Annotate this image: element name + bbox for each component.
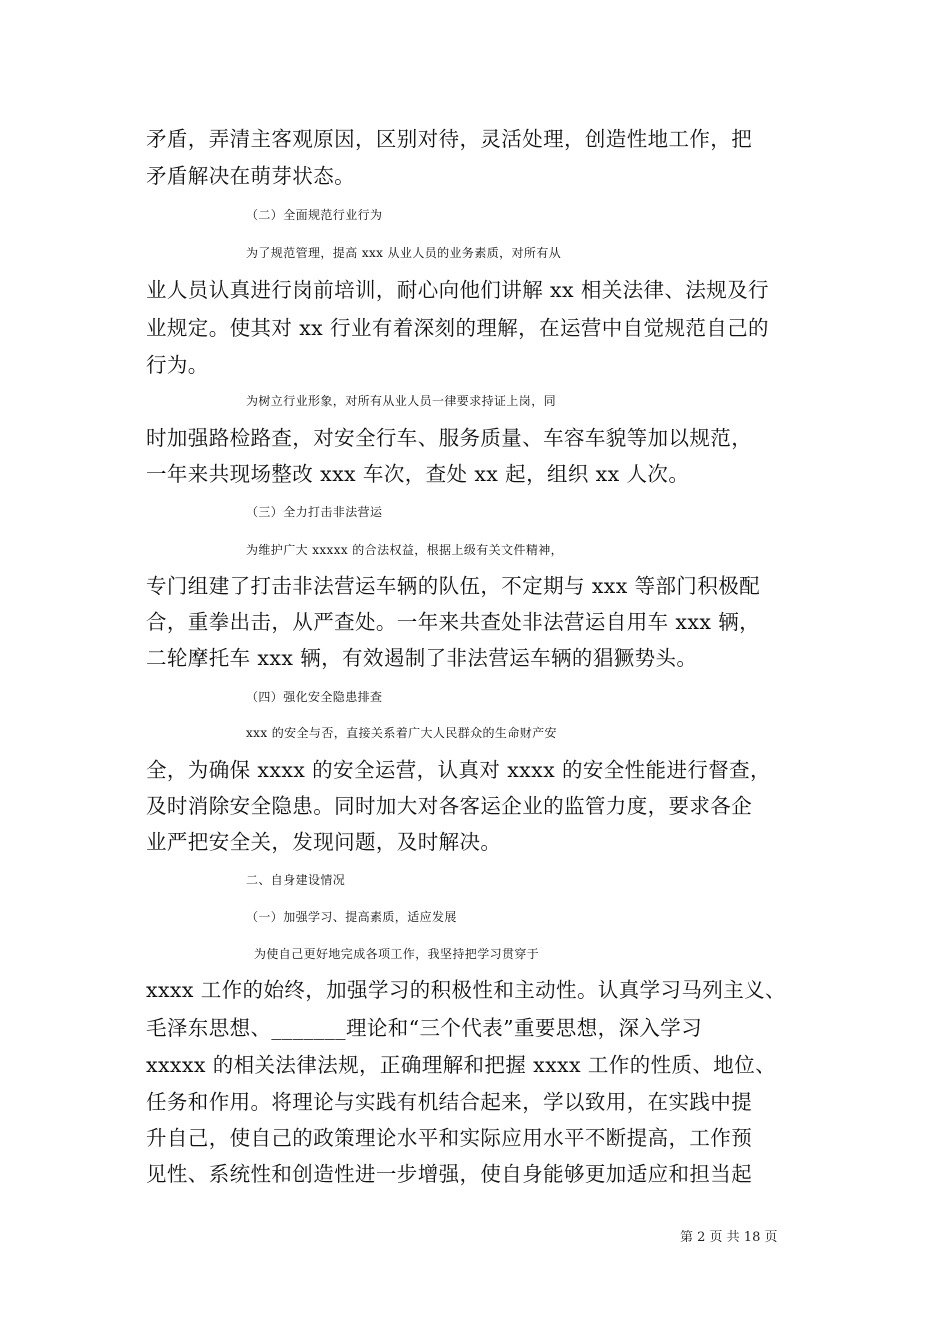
text-line: xxxxx 的相关法律法规，正确理解和把握 xxxx 工作的性质、地位、: [146, 1053, 776, 1077]
text-line: xxx 的安全与否，直接关系着广大人民群众的生命财产安: [246, 726, 557, 740]
text-line: 毛泽东思想、_______理论和“三个代表”重要思想，深入学习: [146, 1016, 703, 1040]
text-line: 专门组建了打击非法营运车辆的队伍，不定期与 xxx 等部门积极配: [146, 574, 761, 598]
text-line: 见性、系统性和创造性进一步增强，使自身能够更加适应和担当起: [146, 1162, 753, 1186]
text-line: 矛盾解决在萌芽状态。: [146, 164, 355, 188]
section-heading: （二）全面规范行业行为: [246, 208, 383, 222]
text-line: xxxx 工作的始终，加强学习的积极性和主动性。认真学习马列主义、: [146, 978, 786, 1002]
page-number-footer: 第 2 页 共 18 页: [680, 1230, 778, 1245]
text-line: 合，重拳出击，从严查处。一年来共查处非法营运自用车 xxx 辆，: [146, 610, 761, 634]
section-heading: （一）加强学习、提高素质，适应发展: [246, 910, 457, 924]
text-line: 行为。: [146, 353, 209, 377]
text-line: 为维护广大 xxxxx 的合法权益，根据上级有关文件精神，: [246, 543, 564, 557]
text-line: 业严把安全关，发现问题，及时解决。: [146, 830, 502, 854]
text-line: 业规定。使其对 xx 行业有着深刻的理解，在运营中自觉规范自己的: [146, 316, 769, 340]
text-line: 一年来共现场整改 xxx 车次，查处 xx 起，组织 xx 人次。: [146, 462, 690, 486]
text-line: 业人员认真进行岗前培训，耐心向他们讲解 xx 相关法律、法规及行: [146, 278, 769, 302]
text-line: 二轮摩托车 xxx 辆，有效遏制了非法营运车辆的猖獗势头。: [146, 646, 698, 670]
text-line: 任务和作用。将理论与实践有机结合起来，学以致用，在实践中提: [146, 1090, 753, 1114]
text-line: 及时消除安全隐患。同时加大对各客运企业的监管力度，要求各企: [146, 794, 753, 818]
text-line: 升自己，使自己的政策理论水平和实际应用水平不断提高，工作预: [146, 1126, 753, 1150]
text-line: 矛盾，弄清主客观原因，区别对待，灵活处理，创造性地工作，把: [146, 127, 753, 151]
text-line: 为树立行业形象，对所有从业人员一律要求持证上岗，同: [246, 394, 557, 408]
text-line: 时加强路检路查，对安全行车、服务质量、车容车貌等加以规范，: [146, 426, 753, 450]
text-line: 全，为确保 xxxx 的安全运营，认真对 xxxx 的安全性能进行督查，: [146, 758, 771, 782]
section-heading: 二、自身建设情况: [246, 873, 346, 887]
section-heading: （四）强化安全隐患排查: [246, 690, 383, 704]
text-line: 为了规范管理，提高 xxx 从业人员的业务素质，对所有从: [246, 246, 562, 260]
section-heading: （三）全力打击非法营运: [246, 505, 383, 519]
text-line: 为使自己更好地完成各项工作，我坚持把学习贯穿于: [254, 947, 540, 961]
